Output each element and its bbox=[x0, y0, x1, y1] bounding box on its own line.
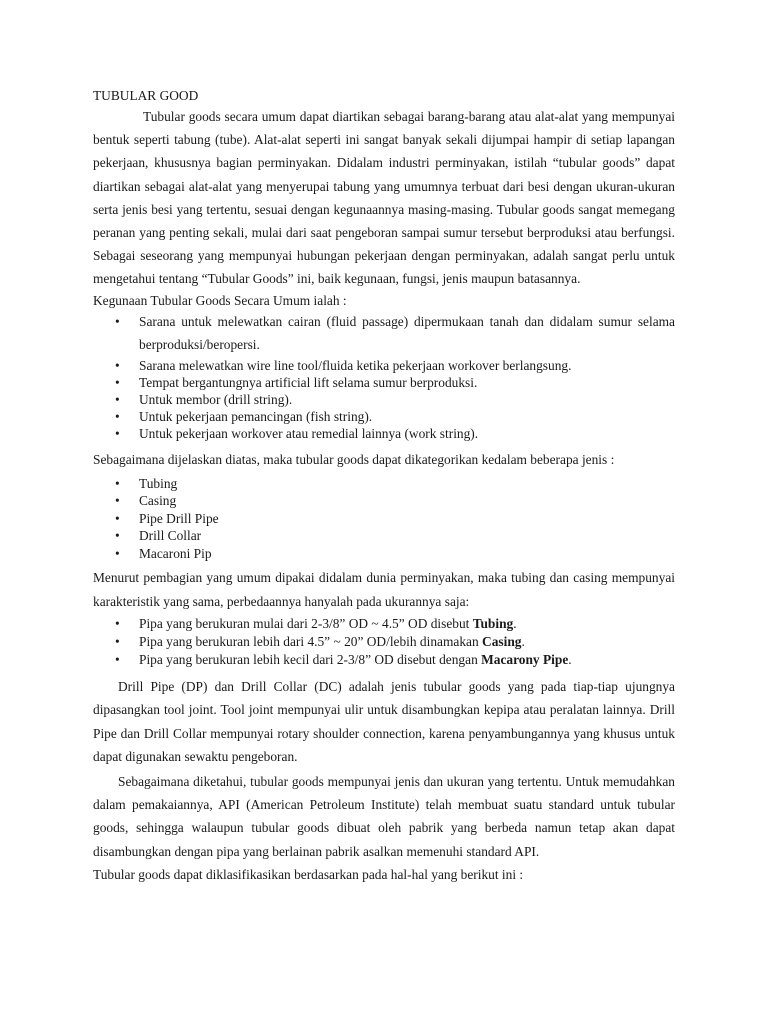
list-item: • Untuk membor (drill string). bbox=[93, 391, 675, 408]
intro-paragraph: Tubular goods secara umum dapat diartikan sebagai barang-barang atau alat-alat yang mempunyai bentuk seperti tabung (tube). Alat-alat seperti ini sangat banyak sekali dijumpai hampir di setiap lapangan pekerjaan, khususnya bagian perminyakan. Didalam industri perminyakan, istilah “tubular goods” dapat diartikan sebagai alat-alat yang menyerupai tabung yang umumnya terbuat dari besi dengan ukuran-ukuran serta jenis besi yang tertentu, sesuai dengan kegunaannya masing-masing. Tubular goods sangat memegang peranan yang penting sekali, mulai dari saat pengeboran sampai sumur tersebut berproduksi atau berfungsi. Sebagai seseorang yang mempunyai hubungan pekerjaan dengan perminyakan, adalah sangat perlu untuk mengetahui tentang “Tubular Goods” ini, baik kegunaan, fungsi, jenis maupun batasannya. bbox=[93, 109, 675, 287]
sizes-intro-paragraph: Menurut pembagian yang umum dipakai didalam dunia perminyakan, maka tubing dan casing mempunyai karakteristik yang sama, perbedaannya hanyalah pada ukurannya saja: bbox=[93, 570, 675, 609]
list-item: • Untuk pekerjaan workover atau remedial lainnya (work string). bbox=[93, 425, 675, 442]
api-paragraph: Sebagaimana diketahui, tubular goods mempunyai jenis dan ukuran yang tertentu. Untuk memudahkan dalam pemakaiannya, API (American Petroleum Institute) telah membuat suatu standard untuk tubular goods, sehingga walaupun tubular goods dibuat oleh pabrik yang berbeda namun tetap akan dapat disambungkan dengan pipa yang berlainan pabrik asalkan memenuhi standard API. bbox=[93, 773, 675, 859]
list-item: • Pipa yang berukuran lebih dari 4.5” ~ 20” OD/lebih dinamakan Casing. bbox=[93, 633, 675, 651]
list-item: • Pipe Drill Pipe bbox=[93, 510, 675, 528]
list-item: • Pipa yang berukuran lebih kecil dari 2-3/8” OD disebut dengan Macarony Pipe. bbox=[93, 651, 675, 669]
document-body bbox=[93, 86, 675, 884]
types-heading: Sebagaimana dijelaskan diatas, maka tubular goods dapat dikategorikan kedalam beberapa jenis : bbox=[93, 451, 615, 467]
closing-line: Tubular goods dapat diklasifikasikan berdasarkan pada hal-hal yang berikut ini : bbox=[93, 866, 524, 882]
uses-heading: Kegunaan Tubular Goods Secara Umum ialah : bbox=[93, 292, 347, 308]
list-item: • Tubing bbox=[93, 475, 675, 493]
list-item: • Sarana untuk melewatkan cairan (fluid passage) dipermukaan tanah dan didalam sumur selama berproduksi/beropersi. bbox=[93, 310, 675, 357]
list-item: • Untuk pekerjaan pemancingan (fish string). bbox=[93, 408, 675, 425]
types-list bbox=[93, 475, 675, 563]
list-item: • Macaroni Pip bbox=[93, 545, 675, 563]
list-item: • Pipa yang berukuran mulai dari 2-3/8” OD ~ 4.5” OD disebut Tubing. bbox=[93, 615, 675, 633]
term-tubing: Tubing bbox=[472, 616, 514, 632]
list-item: • Tempat bergantungnya artificial lift selama sumur berproduksi. bbox=[93, 374, 675, 391]
list-item: • Casing bbox=[93, 492, 675, 510]
drill-pipe-paragraph: Drill Pipe (DP) dan Drill Collar (DC) adalah jenis tubular goods yang pada tiap-tiap ujungnya dipasangkan tool joint. Tool joint mempunyai ulir untuk disambungkan kepipa atau peralatan lainnya. Drill Pipe dan Drill Collar mempunyai rotary shoulder connection, karena penyambungannya yang khusus untuk dapat digunakan sewaktu pengeboran. bbox=[93, 679, 675, 764]
sizes-list bbox=[93, 615, 675, 669]
list-item: • Sarana melewatkan wire line tool/fluida ketika pekerjaan workover berlangsung. bbox=[93, 357, 675, 374]
term-casing: Casing bbox=[482, 634, 522, 650]
list-item: • Drill Collar bbox=[93, 527, 675, 545]
term-macarony-pipe: Macarony Pipe bbox=[481, 652, 569, 668]
document-title: TUBULAR GOOD bbox=[93, 88, 199, 103]
uses-list bbox=[93, 310, 675, 442]
